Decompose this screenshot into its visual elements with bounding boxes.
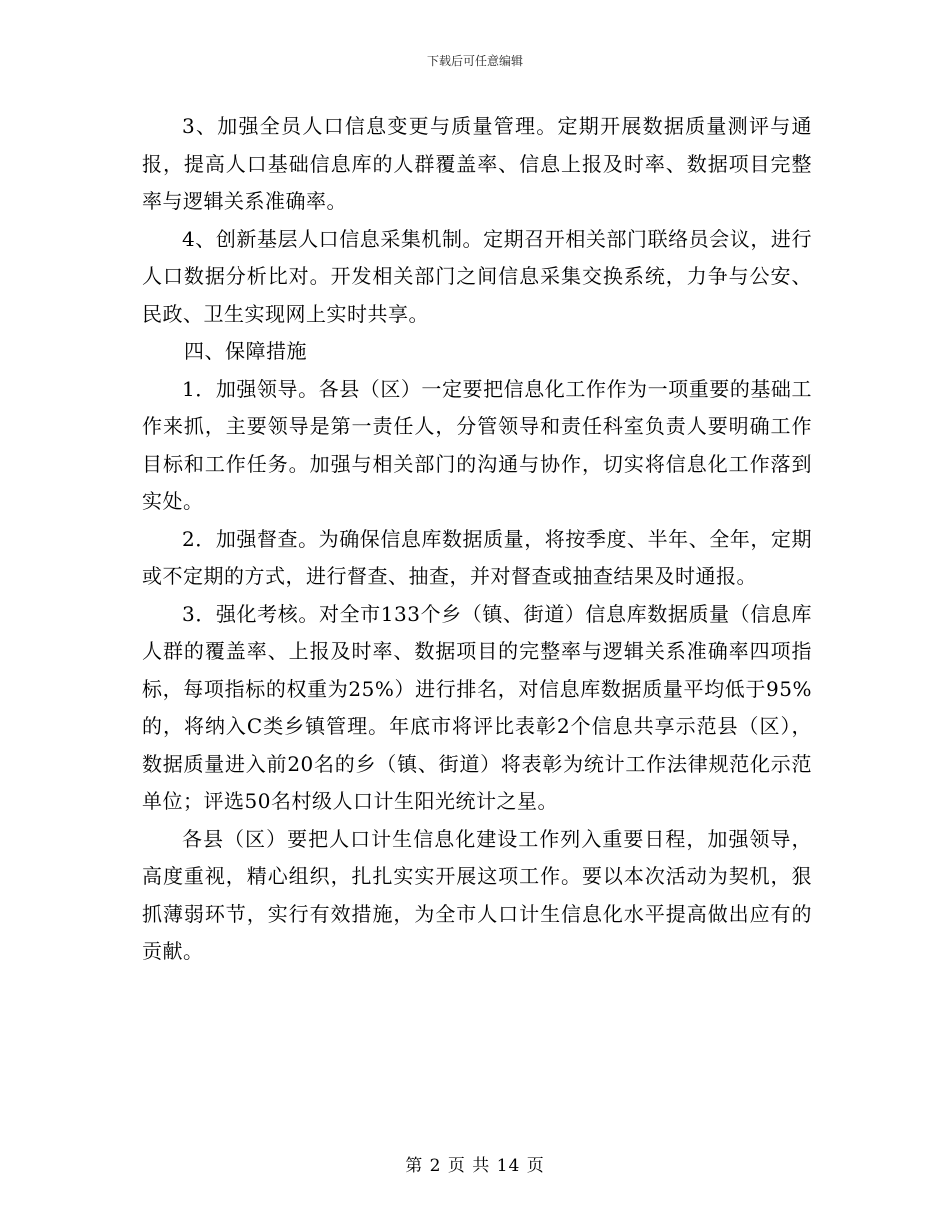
paragraph-assessment: 3．强化考核。对全市133个乡（镇、街道）信息库数据质量（信息库人群的覆盖率、上报及时率、数据项目的完整率与逻辑关系准确率四项指标，每项指标的权重为25%）进行排名，对信息库数据质量平均低于95%的，将纳入C类乡镇管理。年底市将评比表彰2个信息共享示范县（区），数据质量进入前20名的乡（镇、街道）将表彰为统计工作法律规范化示范单位；评选50名村级人口计生阳光统计之星。 bbox=[142, 601, 812, 813]
page-number-footer: 第 2 页 共 14 页 bbox=[405, 1156, 545, 1176]
page-header-note: 下载后可任意编辑 bbox=[426, 54, 523, 68]
document-body bbox=[142, 108, 812, 971]
paragraph-item-4: 4、创新基层人口信息采集机制。定期召开相关部门联络员会议，进行人口数据分析比对。开发相关部门之间信息采集交换系统，力争与公安、民政、卫生实现网上实时共享。 bbox=[142, 226, 812, 326]
paragraph-conclusion: 各县（区）要把人口计生信息化建设工作列入重要日程，加强领导，高度重视，精心组织，扎扎实实开展这项工作。要以本次活动为契机，狠抓薄弱环节，实行有效措施，为全市人口计生信息化水平提高做出应有的贡献。 bbox=[142, 826, 812, 963]
paragraph-supervision: 2．加强督查。为确保信息库数据质量，将按季度、半年、全年，定期或不定期的方式，进行督查、抽查，并对督查或抽查结果及时通报。 bbox=[142, 526, 812, 588]
section-heading-safeguards: 四、保障措施 bbox=[184, 339, 307, 363]
paragraph-leadership: 1．加强领导。各县（区）一定要把信息化工作作为一项重要的基础工作来抓，主要领导是第一责任人，分管领导和责任科室负责人要明确工作目标和工作任务。加强与相关部门的沟通与协作，切实将信息化工作落到实处。 bbox=[142, 376, 812, 513]
paragraph-item-3: 3、加强全员人口信息变更与质量管理。定期开展数据质量测评与通报，提高人口基础信息库的人群覆盖率、信息上报及时率、数据项目完整率与逻辑关系准确率。 bbox=[142, 114, 812, 213]
